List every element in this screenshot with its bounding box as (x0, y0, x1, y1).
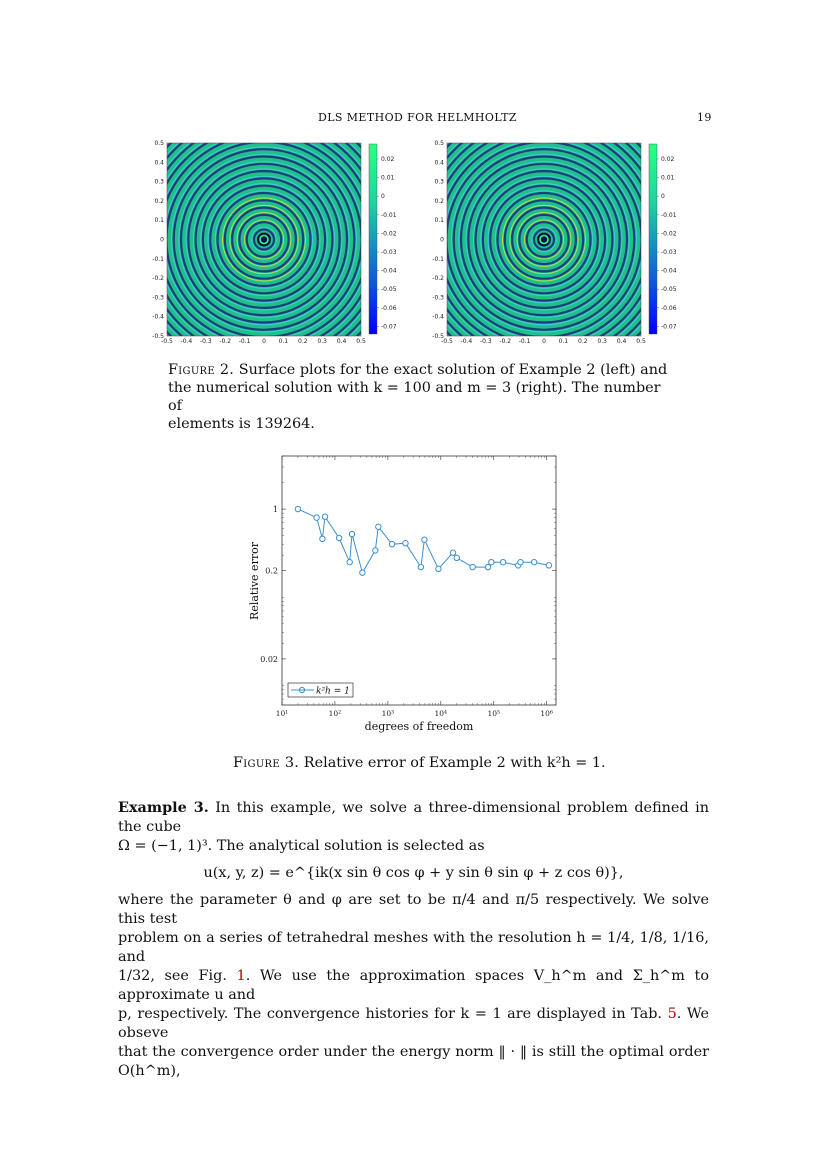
y-tick-label: 0.5 (434, 140, 444, 147)
x-tick-label: -0.5 (161, 338, 173, 345)
y-axis-label: Relative error (248, 542, 261, 620)
colorbar-tick-label: -0.02 (661, 230, 677, 238)
y-tick-label: -0.2 (432, 275, 444, 283)
y-tick-label: 0.2 (154, 197, 164, 205)
y-tick-label: -0.5 (432, 333, 444, 340)
colorbar-tick-label: -0.07 (661, 323, 677, 331)
example-3-label: Example 3. (118, 799, 209, 816)
data-point (373, 548, 378, 553)
y-tick-label: -0.4 (432, 313, 444, 321)
data-point (500, 559, 505, 564)
colorbar-tick-label: -0.03 (381, 249, 397, 256)
y-tick-label: 0.1 (154, 217, 164, 225)
x-tick-label: 0.2 (578, 338, 588, 345)
x-tick-label: 0.5 (636, 338, 646, 345)
y-tick-label: 0 (440, 236, 444, 244)
data-point (454, 555, 459, 560)
equation: u(x, y, z) = e^{ik(x sin θ cos φ + y sin θ sin φ + z cos θ)}, (203, 865, 624, 881)
x-tick-label: 10³ (381, 709, 395, 718)
x-tick-label: 0 (542, 338, 546, 345)
x-tick-label: -0.5 (441, 338, 453, 345)
data-point (376, 524, 381, 529)
data-point (314, 515, 319, 520)
y-tick-label: -0.2 (152, 275, 164, 283)
y-tick-label: 0.4 (154, 159, 164, 167)
x-tick-label: 0.3 (597, 338, 607, 345)
colorbar-tick-label: -0.06 (661, 304, 677, 312)
x-tick-label: -0.1 (238, 338, 251, 345)
data-point (489, 559, 494, 564)
data-point (470, 564, 475, 569)
colorbar-tick-label: -0.06 (381, 304, 397, 312)
y-tick-label: -0.1 (432, 255, 444, 263)
y-tick-label: 0.2 (434, 197, 444, 205)
x-tick-label: 0.3 (317, 338, 327, 345)
colorbar-tick-label: -0.04 (381, 267, 397, 275)
data-point (531, 559, 536, 564)
y-tick-label: -0.3 (432, 294, 444, 302)
running-title: DLS METHOD FOR HELMHOLTZ (318, 111, 517, 124)
colorbar-tick-label: -0.02 (381, 230, 397, 238)
data-point (360, 570, 365, 575)
x-tick-label: 10² (328, 709, 342, 718)
chart-series-k2h1 (295, 506, 551, 575)
data-point (403, 541, 408, 546)
legend-label: k²h = 1 (316, 686, 350, 697)
colorbar-tick-label: 0 (661, 193, 665, 201)
data-point (347, 559, 352, 564)
colorbar-tick-label: 0.02 (661, 156, 675, 163)
colorbar-tick-label: -0.05 (661, 286, 677, 294)
colorbar-tick-label: 0.01 (381, 174, 395, 182)
colorbar-tick-label: -0.01 (381, 211, 397, 219)
x-tick-label: -0.4 (180, 338, 193, 345)
data-point (418, 564, 423, 569)
data-point (422, 537, 427, 542)
x-tick-label: 0.5 (356, 338, 366, 345)
table-5-ref[interactable]: 5 (667, 1006, 677, 1022)
colorbar-tick-label: -0.01 (661, 211, 677, 219)
data-point (389, 541, 394, 546)
x-tick-label: 0.1 (558, 338, 569, 345)
x-tick-label: 0.1 (278, 338, 289, 345)
data-point (436, 566, 441, 571)
x-tick-label: -0.2 (499, 338, 512, 345)
data-point (450, 550, 455, 555)
colorbar-tick-label: -0.03 (661, 249, 677, 256)
colorbar-tick-label: -0.04 (661, 267, 677, 275)
data-point (485, 564, 490, 569)
x-tick-label: 10⁴ (434, 709, 448, 718)
x-tick-label: 10⁶ (540, 709, 553, 718)
y-tick-label: 0.1 (434, 217, 444, 225)
x-tick-label: 0.4 (616, 338, 627, 345)
colorbar-tick-label: -0.07 (381, 323, 397, 331)
colorbar-tick-label: -0.05 (381, 286, 397, 294)
x-tick-label: -0.3 (199, 338, 212, 345)
colorbar-tick-label: 0 (381, 193, 385, 201)
chart-legend (288, 683, 353, 697)
y-tick-label: 0.3 (154, 178, 164, 186)
colorbar-tick-label: 0.02 (381, 156, 395, 163)
figure-3-caption: Figure 3. Relative error of Example 2 with k²h = 1. (233, 755, 606, 771)
x-axis-label: degrees of freedom (364, 720, 474, 733)
data-point (320, 536, 325, 541)
data-point (349, 531, 354, 536)
x-tick-label: 0 (262, 338, 266, 345)
x-tick-label: 10¹ (275, 709, 289, 718)
y-tick-label: 0.4 (434, 159, 444, 167)
y-tick-label: 0.02 (260, 654, 278, 664)
y-tick-label: 0.3 (434, 178, 444, 186)
y-tick-label: 1 (272, 505, 278, 515)
chart-ticks (260, 456, 556, 718)
figure-1-ref[interactable]: 1 (236, 968, 246, 984)
data-point (295, 506, 300, 511)
y-tick-label: -0.3 (152, 294, 164, 302)
x-tick-label: -0.4 (460, 338, 473, 345)
y-tick-label: -0.4 (152, 313, 164, 321)
chart-frame (282, 456, 556, 705)
y-tick-label: -0.5 (152, 333, 164, 340)
y-tick-label: 0 (160, 236, 164, 244)
y-tick-label: 0.5 (154, 140, 164, 147)
figure-2-caption: Figure 2. Surface plots for the exact solution of Example 2 (left) and the numerical solution with k = 100 and m = 3 (right). The number of elements is 139264. (168, 362, 668, 432)
data-point (322, 514, 327, 519)
y-tick-label: 0.2 (265, 566, 278, 576)
x-tick-label: 0.2 (298, 338, 308, 345)
x-tick-label: -0.3 (479, 338, 492, 345)
data-point (546, 563, 551, 568)
example-3-paragraph: Example 3. In this example, we solve a three-dimensional problem defined in the cube Ω = (−1, 1)³. The analytical solution is selected as u(x, y, z) = e^{ik(x sin θ cos φ + y sin θ sin φ + z cos θ)}, where the parameter θ and φ are set to be π/4 and π/5 respectively. We solve this test problem on a series of tetrahedral meshes with the resolution h = 1/4, 1/8, 1/16, and 1/32, see Fig. 1. We use the approximation spaces V_h^m and Σ_h^m to approximate u and p, respectively. The convergence histories for k = 1 are displayed in Tab. 5. We obseve that the convergence order under the energy norm ‖ · ‖ is still the optimal order O(h^m), (118, 799, 710, 1079)
x-tick-label: -0.1 (518, 338, 531, 345)
x-tick-label: 10⁵ (487, 709, 501, 718)
data-point (518, 559, 523, 564)
colorbar-tick-label: 0.01 (661, 174, 675, 182)
y-tick-label: -0.1 (152, 255, 164, 263)
x-tick-label: 0.4 (336, 338, 347, 345)
figure-2-label: Figure 2. (168, 362, 235, 378)
page-number: 19 (697, 111, 712, 124)
x-tick-label: -0.2 (219, 338, 232, 345)
data-point (336, 535, 341, 540)
